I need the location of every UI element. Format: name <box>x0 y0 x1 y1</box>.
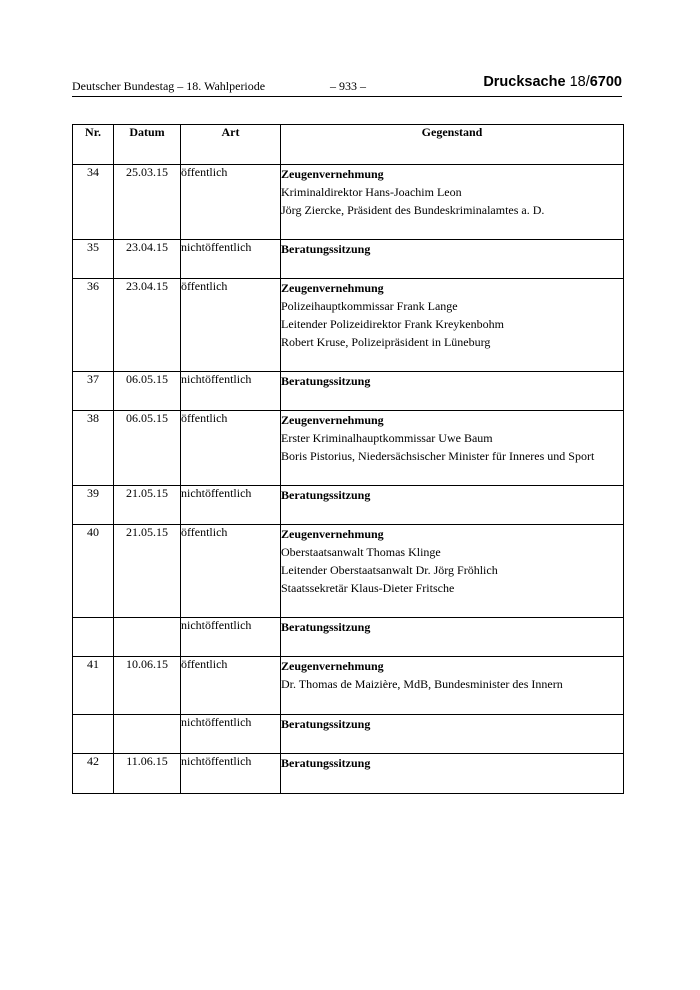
column-header-nr: Nr. <box>73 125 114 165</box>
cell-art: öffentlich <box>181 657 281 715</box>
cell-art: öffentlich <box>181 279 281 372</box>
witness-name: Oberstaatsanwalt Thomas Klinge <box>281 545 441 559</box>
cell-gegenstand <box>281 657 624 715</box>
session-type: Zeugenvernehmung <box>281 413 384 427</box>
witness-name: Kriminaldirektor Hans-Joachim Leon <box>281 185 462 199</box>
table-row <box>73 754 624 794</box>
cell-datum: 25.03.15 <box>114 165 181 240</box>
table-row <box>73 715 624 754</box>
cell-gegenstand <box>281 165 624 240</box>
table-row <box>73 372 624 411</box>
document-prefix: 18/ <box>569 74 590 90</box>
column-header-gegenstand: Gegenstand <box>281 125 624 165</box>
cell-nr: 40 <box>73 525 114 618</box>
cell-nr: 35 <box>73 240 114 279</box>
cell-datum: 21.05.15 <box>114 486 181 525</box>
hearings-table <box>72 124 624 794</box>
cell-datum: 23.04.15 <box>114 240 181 279</box>
witness-name: Boris Pistorius, Niedersächsischer Minister für Inneres und Sport <box>281 449 595 463</box>
table-row <box>73 486 624 525</box>
cell-gegenstand <box>281 411 624 486</box>
document-label: Drucksache <box>483 74 570 90</box>
cell-nr: 38 <box>73 411 114 486</box>
cell-nr: 39 <box>73 486 114 525</box>
table-body <box>73 165 624 794</box>
session-type: Beratungssitzung <box>281 374 371 388</box>
table-row <box>73 240 624 279</box>
cell-art: nichtöffentlich <box>181 754 281 794</box>
cell-gegenstand <box>281 715 624 754</box>
cell-gegenstand <box>281 279 624 372</box>
session-type: Beratungssitzung <box>281 488 371 502</box>
table-row <box>73 411 624 486</box>
session-type: Beratungssitzung <box>281 717 371 731</box>
cell-datum <box>114 715 181 754</box>
cell-datum: 21.05.15 <box>114 525 181 618</box>
cell-datum: 10.06.15 <box>114 657 181 715</box>
page-header <box>72 76 622 97</box>
cell-art: nichtöffentlich <box>181 372 281 411</box>
session-type: Zeugenvernehmung <box>281 281 384 295</box>
cell-gegenstand <box>281 754 624 794</box>
session-type: Beratungssitzung <box>281 620 371 634</box>
cell-gegenstand <box>281 618 624 657</box>
document-number-value: 6700 <box>589 74 622 90</box>
witness-name: Dr. Thomas de Maizière, MdB, Bundesminister des Innern <box>281 677 563 691</box>
table-row <box>73 165 624 240</box>
session-type: Beratungssitzung <box>281 242 371 256</box>
cell-art: nichtöffentlich <box>181 715 281 754</box>
cell-datum <box>114 618 181 657</box>
cell-datum: 06.05.15 <box>114 372 181 411</box>
cell-nr: 41 <box>73 657 114 715</box>
cell-gegenstand <box>281 486 624 525</box>
column-header-datum: Datum <box>114 125 181 165</box>
parliament-title: Deutscher Bundestag – 18. Wahlperiode <box>72 79 266 93</box>
cell-nr <box>73 715 114 754</box>
document-number <box>483 74 622 90</box>
column-header-art: Art <box>181 125 281 165</box>
cell-nr <box>73 618 114 657</box>
cell-nr: 36 <box>73 279 114 372</box>
cell-art: nichtöffentlich <box>181 486 281 525</box>
cell-art: öffentlich <box>181 525 281 618</box>
witness-name: Leitender Polizeidirektor Frank Kreykenbohm <box>281 317 504 331</box>
witness-name: Staatssekretär Klaus-Dieter Fritsche <box>281 581 455 595</box>
session-type: Beratungssitzung <box>281 756 371 770</box>
cell-art: öffentlich <box>181 165 281 240</box>
cell-nr: 42 <box>73 754 114 794</box>
session-type: Zeugenvernehmung <box>281 167 384 181</box>
witness-name: Leitender Oberstaatsanwalt Dr. Jörg Fröhlich <box>281 563 498 577</box>
witness-name: Erster Kriminalhauptkommissar Uwe Baum <box>281 431 493 445</box>
cell-datum: 23.04.15 <box>114 279 181 372</box>
cell-art: öffentlich <box>181 411 281 486</box>
cell-gegenstand <box>281 372 624 411</box>
cell-gegenstand <box>281 525 624 618</box>
cell-art: nichtöffentlich <box>181 240 281 279</box>
session-type: Zeugenvernehmung <box>281 659 384 673</box>
witness-name: Polizeihauptkommissar Frank Lange <box>281 299 458 313</box>
cell-nr: 37 <box>73 372 114 411</box>
table-row <box>73 657 624 715</box>
table-row <box>73 279 624 372</box>
cell-gegenstand <box>281 240 624 279</box>
cell-datum: 11.06.15 <box>114 754 181 794</box>
session-type: Zeugenvernehmung <box>281 527 384 541</box>
page-number: – 933 – <box>330 79 366 93</box>
table-header-row <box>73 125 624 165</box>
cell-datum: 06.05.15 <box>114 411 181 486</box>
cell-nr: 34 <box>73 165 114 240</box>
witness-name: Robert Kruse, Polizeipräsident in Lüneburg <box>281 335 491 349</box>
table-row <box>73 618 624 657</box>
cell-art: nichtöffentlich <box>181 618 281 657</box>
witness-name: Jörg Ziercke, Präsident des Bundeskriminalamtes a. D. <box>281 203 545 217</box>
table-row <box>73 525 624 618</box>
